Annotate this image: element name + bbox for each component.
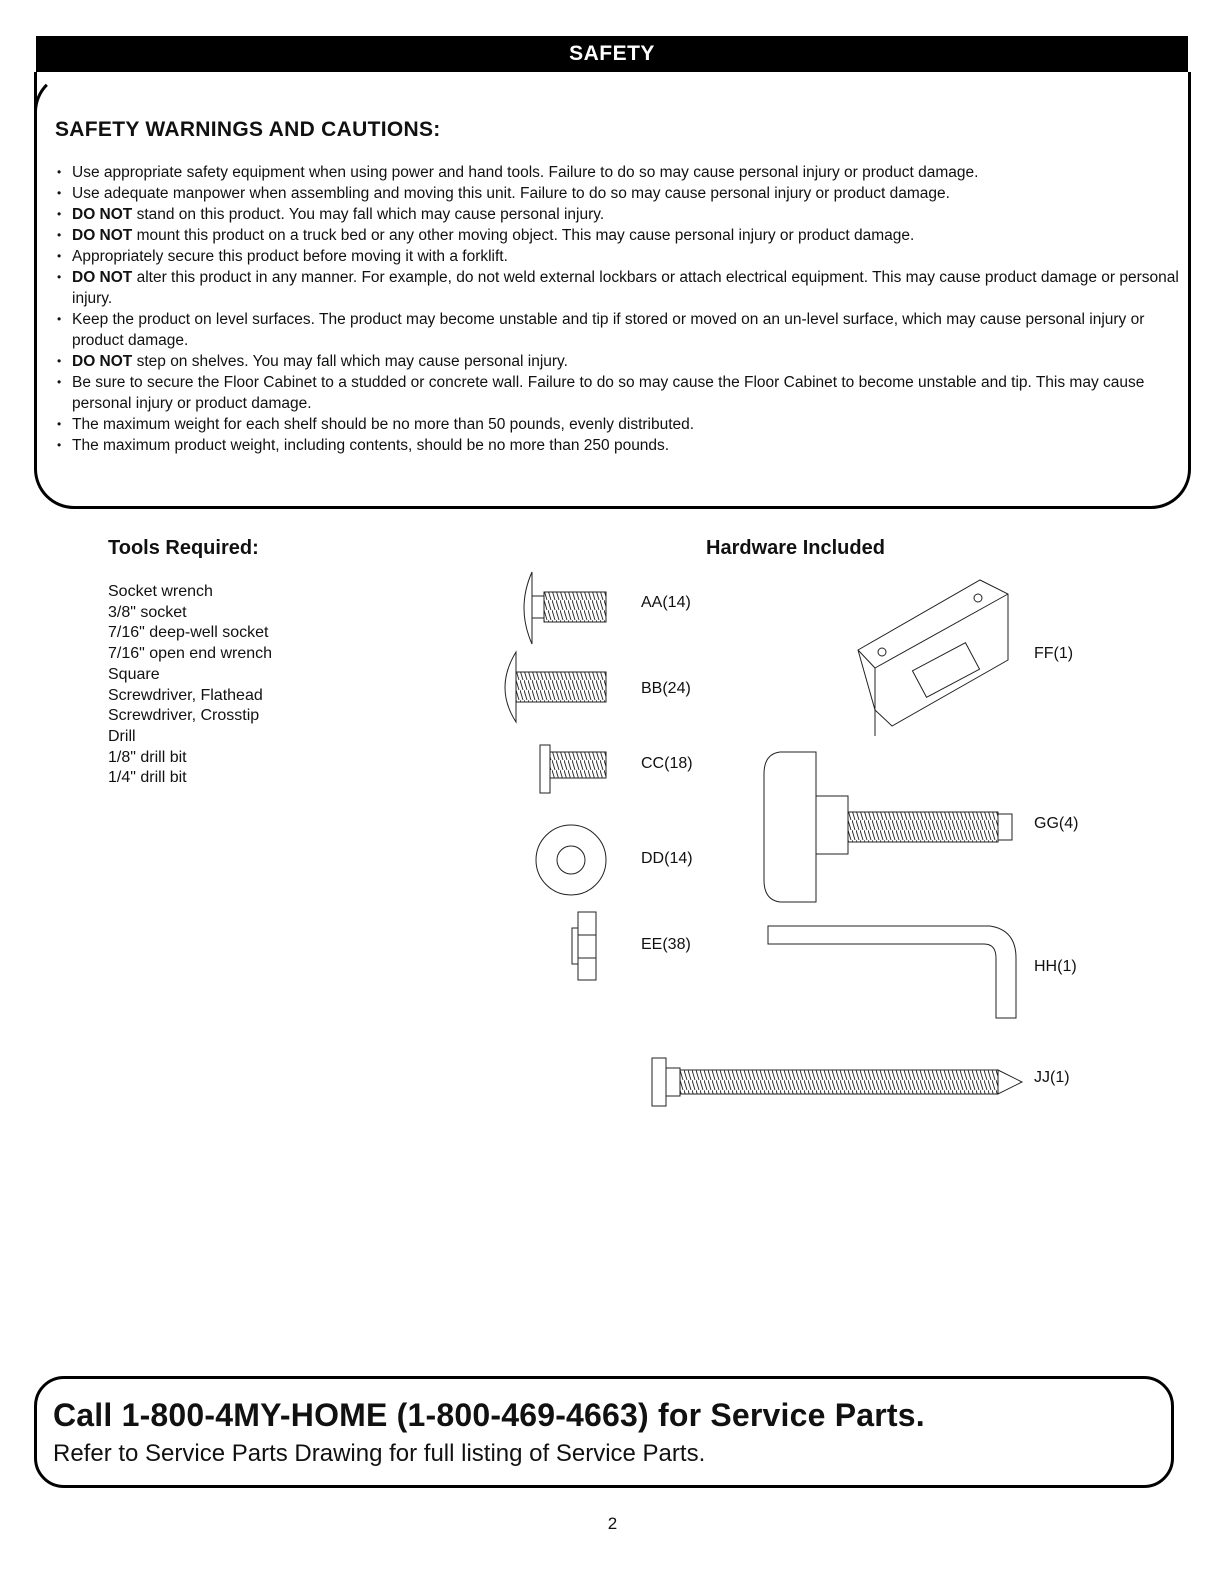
hex-key-icon [768, 926, 1016, 1018]
warning-item: • Be sure to secure the Floor Cabinet to a studded or concrete wall. Failure to do so may cause the Floor Cabinet to become unstable and tip. This may cause personal injury or product damage. [57, 372, 1182, 414]
service-parts-box [34, 1376, 1174, 1488]
tool-item: Drill [108, 727, 136, 745]
tool-item: Square [108, 665, 160, 683]
carriage-bolt-icon [524, 572, 606, 644]
washer-icon [536, 825, 606, 895]
warnings-title: SAFETY WARNINGS AND CAUTIONS: [55, 118, 441, 141]
warning-item: • DO NOT mount this product on a truck bed or any other moving object. This may cause personal injury or product damage. [57, 225, 1182, 246]
hardware-label-hh: HH(1) [1034, 958, 1077, 975]
tool-item: Screwdriver, Crosstip [108, 707, 260, 725]
safety-warnings-box [34, 72, 1191, 509]
warnings-list [57, 162, 1182, 456]
tool-item: Socket wrench [108, 583, 213, 600]
hardware-label-ee: EE(38) [641, 936, 691, 953]
section-header: SAFETY [36, 36, 1188, 72]
tools-title: Tools Required: [108, 537, 259, 559]
service-phone-heading: Call 1-800-4MY-HOME (1-800-469-4663) for Service Parts. [53, 1397, 925, 1433]
warning-item: • Use appropriate safety equipment when using power and hand tools. Failure to do so may cause personal injury or product damage. [57, 162, 1182, 183]
warning-item: • DO NOT alter this product in any manner. For example, do not weld external lockbars or attach electrical equipment. This may cause product damage or personal injury. [57, 267, 1182, 309]
flange-nut-icon [572, 912, 596, 980]
hardware-title: Hardware Included [706, 537, 885, 559]
warning-item: • The maximum weight for each shelf should be no more than 50 pounds, evenly distributed. [57, 414, 1182, 435]
warning-item: • Use adequate manpower when assembling and moving this unit. Failure to do so may cause personal injury or product damage. [57, 183, 1182, 204]
tool-item: Screwdriver, Flathead [108, 686, 263, 704]
tool-item: 1/4" drill bit [108, 769, 187, 787]
service-parts-note: Refer to Service Parts Drawing for full listing of Service Parts. [53, 1440, 706, 1467]
lag-screw-icon [652, 1058, 1022, 1106]
hardware-label-ff: FF(1) [1034, 645, 1074, 662]
short-bolt-icon [540, 745, 606, 793]
tool-item: 7/16" deep-well socket [108, 624, 269, 642]
hardware-label-cc: CC(18) [641, 755, 693, 772]
page-number: 2 [607, 1514, 618, 1533]
hardware-illustrations [480, 560, 1040, 1120]
tool-item: 3/8" socket [108, 603, 187, 621]
truss-head-screw-icon [505, 652, 606, 722]
hardware-label-aa: AA(14) [641, 594, 691, 611]
hardware-label-dd: DD(14) [641, 850, 693, 867]
warning-item: • Appropriately secure this product before moving it with a forklift. [57, 246, 1182, 267]
warning-item: • The maximum product weight, including contents, should be no more than 250 pounds. [57, 435, 1182, 456]
hardware-label-bb: BB(24) [641, 680, 691, 697]
hardware-label-jj: JJ(1) [1034, 1069, 1070, 1086]
warning-item: • DO NOT stand on this product. You may fall which may cause personal injury. [57, 204, 1182, 225]
tool-item: 7/16" open end wrench [108, 645, 273, 663]
tools-list [108, 582, 272, 789]
hardware-label-gg: GG(4) [1034, 815, 1079, 832]
warning-item: • DO NOT step on shelves. You may fall which may cause personal injury. [57, 351, 1182, 372]
warning-item: • Keep the product on level surfaces. The product may become unstable and tip if stored or moved on an un-level surface, which may cause personal injury or product damage. [57, 309, 1182, 351]
tool-item: 1/8" drill bit [108, 748, 187, 766]
leveling-foot-icon [764, 752, 1012, 902]
wall-bracket-icon [858, 580, 1008, 736]
